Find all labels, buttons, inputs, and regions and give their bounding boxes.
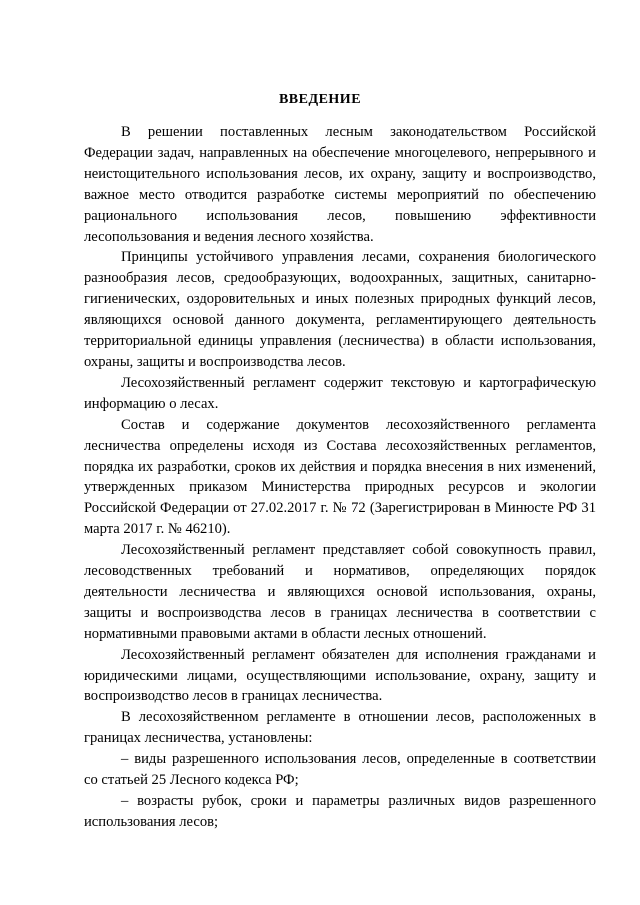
list-item: – виды разрешенного использования лесов, определенные в соответствии со статьей 25 Лесного кодекса РФ; <box>84 751 596 789</box>
paragraph: Лесохозяйственный регламент представляет собой совокупность правил, лесоводственных требований и нормативов, определяющих порядок деятельности лесничества и являющихся основой использования, охраны, защиты и воспроизводства лесов в границах лесничества в соответствии с нормативными правовыми актами в области лесных отношений. <box>84 542 596 642</box>
paragraph: Лесохозяйственный регламент содержит текстовую и картографическую информацию о лесах. <box>84 374 596 412</box>
paragraph: Лесохозяйственный регламент обязателен для исполнения гражданами и юридическими лицами, осуществляющими использование, охрану, защиту и воспроизводство лесов в границах лесничества. <box>84 646 596 705</box>
paragraph: Состав и содержание документов лесохозяйственного регламента лесничества определены исходя из Состава лесохозяйственных регламентов, порядка их разработки, сроков их действия и порядка внесения в них изменений, утвержденных приказом Министерства природных ресурсов и экологии Российской Федерации от 27.02.2017 г. № 72 (Зарегистрирован в Минюсте РФ 31 марта 2017 г. № 46210). <box>84 416 596 538</box>
document-body <box>84 122 596 833</box>
list-item: – возрасты рубок, сроки и параметры различных видов разрешенного использования лесов; <box>84 793 596 830</box>
paragraph: В решении поставленных лесным законодательством Российской Федерации задач, направленных на обеспечение многоцелевого, непрерывного и неистощительного использования лесов, их охрану, защиту и воспроизводство, важное место отводится разработке системы мероприятий по обеспечению рационального использования лесов, повышению эффективности лесопользования и ведения лесного хозяйства. <box>84 124 596 245</box>
paragraph: Принципы устойчивого управления лесами, сохранения биологического разнообразия лесов, средообразующих, водоохранных, защитных, санитарно-гигиенических, оздоровительных и иных полезных природных функций лесов, являющихся основой данного документа, регламентирующего деятельность территориальной единицы управления (лесничества) в области использования, охраны, защиты и воспроизводства лесов. <box>84 249 596 370</box>
paragraph: В лесохозяйственном регламенте в отношении лесов, расположенных в границах лесничества, установлены: <box>84 709 596 747</box>
document-title: ВВЕДЕНИЕ <box>278 92 362 107</box>
